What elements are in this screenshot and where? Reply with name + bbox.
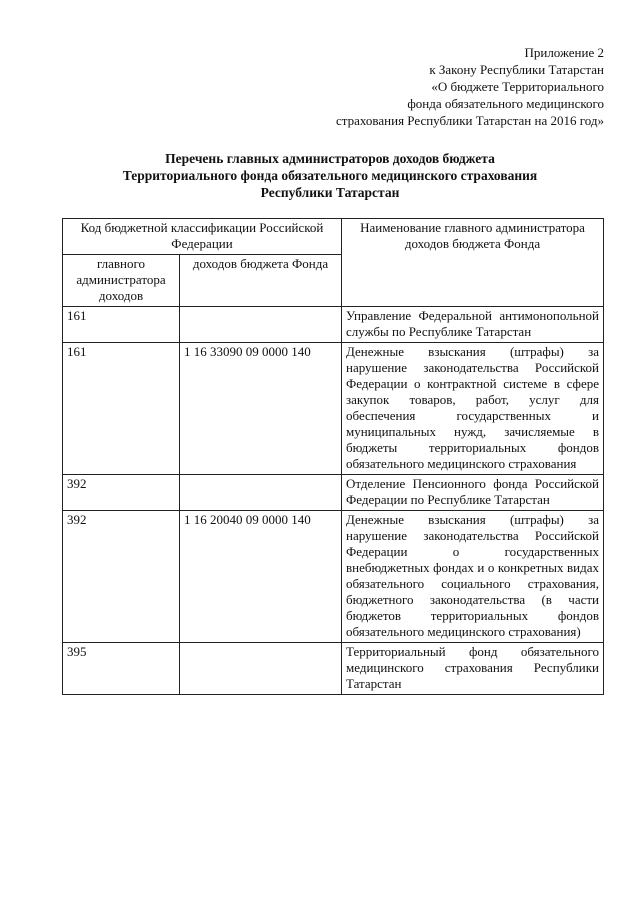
appendix-line: фонда обязательного медицинского [407,96,604,111]
cell-revenue-code [180,643,342,695]
cell-admin-code: 392 [63,511,180,643]
title-line: Перечень главных администраторов доходов бюджета [165,151,495,166]
table-row [63,643,604,695]
appendix-line: к Закону Республики Татарстан [429,62,604,77]
appendix-line: страхования Республики Татарстан на 2016 год» [336,113,604,128]
header-chief-admin: главного администратора доходов [63,255,180,307]
table-header-row [63,219,604,255]
header-budget-code: Код бюджетной классификации Российской Федерации [63,219,342,255]
cell-admin-code: 395 [63,643,180,695]
cell-revenue-code [180,307,342,343]
cell-admin-code: 161 [63,307,180,343]
appendix-header [244,44,604,129]
table-row [63,475,604,511]
administrators-table [62,218,604,695]
document-title [60,150,600,201]
cell-admin-code: 392 [63,475,180,511]
appendix-line: «О бюджете Территориального [431,79,604,94]
cell-admin-code: 161 [63,343,180,475]
table-row [63,307,604,343]
cell-revenue-code [180,475,342,511]
cell-revenue-code: 1 16 20040 09 0000 140 [180,511,342,643]
cell-admin-name: Территориальный фонд обязательного медицинского страхования Республики Татарстан [342,643,604,695]
cell-admin-name: Отделение Пенсионного фонда Российской Федерации по Республике Татарстан [342,475,604,511]
cell-admin-name: Денежные взыскания (штрафы) за нарушение законодательства Российской Федерации о контрактной системе в сфере закупок товаров, работ, услуг для обеспечения государственных и муниципальных нужд, зачисляемые в бюджеты территориальных фондов обязательного медицинского страхования [342,343,604,475]
table-row [63,343,604,475]
header-admin-name: Наименование главного администратора доходов бюджета Фонда [342,219,604,307]
title-line: Территориального фонда обязательного медицинского страхования [122,168,538,183]
cell-admin-name: Денежные взыскания (штрафы) за нарушение законодательства Российской Федерации о государственных внебюджетных фондах и о конкретных видах обязательного социального страхования, бюджетного законодательства (в части бюджетов территориальных фондов обязательного медицинского страхования) [342,511,604,643]
cell-revenue-code: 1 16 33090 09 0000 140 [180,343,342,475]
appendix-line: Приложение 2 [524,45,604,60]
table-row [63,511,604,643]
title-line: Республики Татарстан [260,185,400,200]
cell-admin-name: Управление Федеральной антимонопольной службы по Республике Татарстан [342,307,604,343]
header-fund-revenue: доходов бюджета Фонда [180,255,342,307]
